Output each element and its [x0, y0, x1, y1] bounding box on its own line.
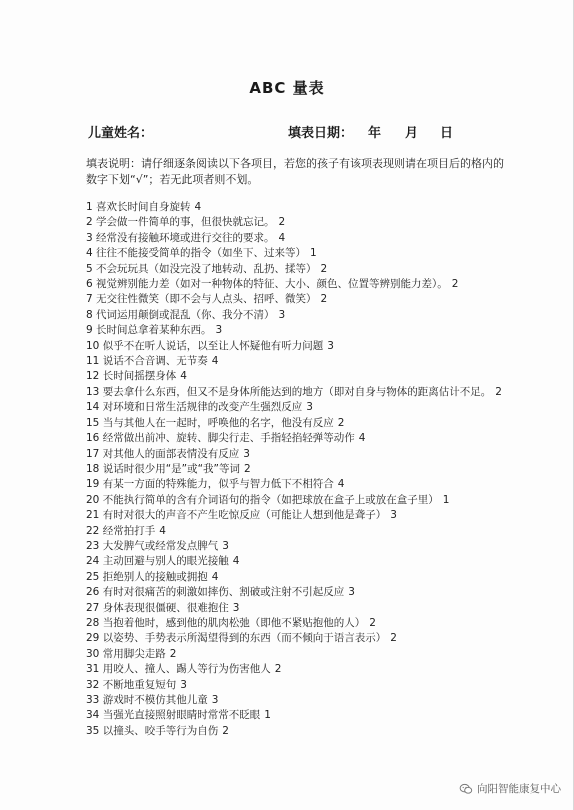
- list-item: [86, 231, 506, 246]
- item-text: 无交往性微笑（即不会与人点头、招呼、微笑）: [96, 293, 317, 306]
- item-text: 身体表现很僵硬、很难抱住: [102, 601, 229, 614]
- item-score[interactable]: 2: [278, 216, 286, 229]
- item-score[interactable]: 4: [278, 231, 286, 244]
- item-score[interactable]: 3: [306, 401, 313, 414]
- list-item: [86, 678, 506, 693]
- item-score[interactable]: 3: [348, 586, 355, 599]
- item-number: 9: [86, 324, 93, 337]
- item-text: 有时对很大的声音不产生吃惊反应（可能让人想到他是聋子）: [102, 509, 387, 522]
- item-number: 27: [86, 601, 100, 614]
- item-number: 34: [86, 709, 100, 722]
- item-number: 33: [86, 694, 100, 706]
- item-text: 要去拿什么东西，但又不是身体所能达到的地方（即对自身与物体的距离估计不足。: [102, 385, 492, 398]
- item-text: 说话不合音调、无节奏: [102, 355, 208, 368]
- item-score[interactable]: 4: [211, 355, 219, 368]
- date-fields: [368, 122, 468, 141]
- list-item: [86, 277, 506, 292]
- item-score[interactable]: 2: [274, 663, 282, 676]
- item-text: 常用脚尖走路: [102, 647, 166, 660]
- document-title: ABC 量表: [249, 79, 325, 97]
- item-score[interactable]: 3: [243, 447, 250, 460]
- item-score[interactable]: 3: [232, 601, 240, 614]
- item-text: 长时间摇摆身体: [102, 370, 177, 383]
- item-score[interactable]: 3: [327, 339, 334, 352]
- item-text: 拒绝别人的接触或拥抱: [102, 570, 208, 583]
- list-item: [86, 400, 506, 415]
- list-item: [86, 462, 506, 477]
- list-item: [86, 631, 506, 646]
- list-item: [86, 493, 506, 508]
- item-number: 22: [86, 524, 100, 537]
- item-number: 29: [86, 632, 100, 645]
- item-score[interactable]: 3: [278, 308, 286, 321]
- item-number: 6: [86, 278, 93, 291]
- item-score[interactable]: 2: [337, 416, 345, 429]
- list-item: [86, 647, 506, 662]
- list-item: [86, 447, 506, 462]
- item-score[interactable]: 2: [320, 293, 328, 306]
- item-number: 4: [86, 247, 93, 260]
- item-number: 10: [86, 339, 100, 352]
- item-text: 大发脾气或经常发点脾气: [102, 539, 219, 552]
- item-text: 有时对很痛苦的刺激如摔伤、割破或注射不引起反应: [102, 586, 345, 599]
- item-text: 代词运用颠倒或混乱（你、我分不清）: [96, 308, 275, 321]
- list-item: [86, 585, 506, 600]
- item-number: 14: [86, 401, 100, 414]
- item-text: 主动回避与别人的眼光接触: [102, 555, 229, 568]
- item-score[interactable]: 4: [159, 524, 166, 537]
- year-label: 年: [368, 126, 382, 141]
- item-text: 不会玩玩具（如没完没了地转动、乱扔、揉等）: [96, 262, 317, 275]
- item-number: 2: [86, 216, 93, 229]
- list-item: [86, 200, 506, 215]
- item-score[interactable]: 1: [442, 493, 450, 506]
- item-number: 15: [86, 416, 100, 429]
- item-number: 21: [86, 509, 100, 522]
- item-score[interactable]: 4: [358, 432, 366, 445]
- list-item: [86, 524, 506, 539]
- list-item: [86, 323, 506, 338]
- item-number: 28: [86, 616, 100, 629]
- item-text: 喜欢长时间自身旋转: [96, 201, 191, 213]
- list-item: [86, 693, 506, 708]
- list-item: [86, 539, 506, 554]
- item-text: 说话时很少用“是”或“我”等词: [102, 462, 240, 475]
- item-number: 30: [86, 647, 100, 660]
- item-number: 31: [86, 663, 100, 676]
- list-item: [86, 215, 506, 230]
- watermark: [459, 781, 561, 796]
- item-score[interactable]: 2: [451, 278, 459, 291]
- item-number: 17: [86, 447, 100, 460]
- item-text: 对其他人的面部表情没有反应: [102, 447, 240, 460]
- item-text: 用咬人、撞人、踢人等行为伤害他人: [102, 663, 271, 676]
- questionnaire-items: [86, 200, 506, 739]
- item-score[interactable]: 4: [211, 570, 219, 583]
- list-item: [86, 616, 506, 631]
- item-text: 经常做出前冲、旋转、脚尖行走、手指轻掐轻弹等动作: [102, 432, 355, 445]
- item-text: 不能执行简单的含有介词语句的指令（如把球放在盒子上或放在盒子里）: [102, 493, 439, 506]
- item-score[interactable]: 3: [390, 509, 397, 522]
- list-item: [86, 601, 506, 616]
- item-number: 16: [86, 432, 100, 445]
- list-item: [86, 662, 506, 677]
- item-text: 学会做一件简单的事，但很快就忘记。: [96, 216, 275, 229]
- month-label: 月: [405, 126, 419, 141]
- item-text: 不断地重复短句: [102, 678, 177, 691]
- item-score[interactable]: 2: [222, 724, 229, 737]
- list-item: [86, 246, 506, 261]
- list-item: [86, 385, 506, 400]
- list-item: [86, 508, 506, 523]
- item-number: 18: [86, 462, 100, 475]
- item-score[interactable]: 1: [310, 247, 317, 260]
- item-number: 12: [86, 370, 100, 383]
- watermark-text: 向阳智能康复中心: [477, 783, 561, 795]
- item-text: 长时间总拿着某种东西。: [96, 324, 212, 337]
- list-item: [86, 477, 506, 492]
- item-text: 当抱着他时，感到他的肌肉松弛（即他不紧贴抱他的人）: [102, 616, 366, 629]
- list-item: [86, 292, 506, 307]
- list-item: [86, 416, 506, 431]
- item-number: 19: [86, 478, 100, 491]
- item-number: 24: [86, 555, 100, 568]
- item-text: 对环境和日常生活规律的改变产生强烈反应: [102, 401, 303, 414]
- item-score[interactable]: 4: [194, 201, 202, 213]
- item-score[interactable]: 3: [222, 539, 229, 552]
- item-text: 似乎不在听人说话，以至让人怀疑他有听力问题: [102, 339, 324, 352]
- child-name-label: 儿童姓名：: [88, 126, 154, 141]
- item-number: 26: [86, 586, 100, 599]
- item-number: 8: [86, 308, 93, 321]
- item-text: 游戏时不模仿其他儿童: [102, 694, 208, 706]
- item-score[interactable]: 4: [180, 370, 187, 383]
- item-number: 25: [86, 570, 100, 583]
- item-text: 经常没有接触环境或进行交往的要求。: [96, 231, 275, 244]
- item-number: 3: [86, 231, 93, 244]
- date-label: 填表日期：: [288, 126, 354, 141]
- list-item: [86, 308, 506, 323]
- item-text: 经常拍打手: [102, 524, 156, 537]
- item-text: 以撞头、咬手等行为自伤: [102, 724, 219, 737]
- item-score[interactable]: 1: [264, 709, 271, 722]
- list-item: [86, 339, 506, 354]
- item-score[interactable]: 2: [320, 262, 328, 275]
- item-score[interactable]: 3: [180, 678, 187, 691]
- list-item: [86, 354, 506, 369]
- item-number: 20: [86, 493, 100, 506]
- wechat-icon: [459, 782, 473, 796]
- item-score[interactable]: 3: [211, 694, 219, 706]
- list-item: [86, 262, 506, 277]
- item-score[interactable]: 2: [369, 616, 376, 629]
- item-number: 5: [86, 262, 93, 275]
- item-text: 当强光直接照射眼睛时常常不眨眼: [102, 709, 261, 722]
- item-score[interactable]: 3: [215, 324, 223, 337]
- item-text: 有某一方面的特殊能力，似乎与智力低下不相符合: [102, 478, 334, 491]
- list-item: [86, 369, 506, 384]
- list-item: [86, 431, 506, 446]
- item-score[interactable]: 2: [495, 385, 502, 398]
- item-score[interactable]: 4: [232, 555, 240, 568]
- item-number: 35: [86, 724, 100, 737]
- item-score[interactable]: 2: [390, 632, 397, 645]
- list-item: [86, 708, 506, 723]
- day-label: 日: [440, 126, 454, 141]
- item-score[interactable]: 4: [337, 478, 345, 491]
- item-text: 以姿势、手势表示所渴望得到的东西（而不倾向于语言表示）: [102, 632, 387, 645]
- item-number: 11: [86, 355, 100, 368]
- item-number: 23: [86, 539, 100, 552]
- item-number: 13: [86, 385, 100, 398]
- item-score[interactable]: 2: [243, 462, 251, 475]
- item-score[interactable]: 2: [169, 647, 177, 660]
- instructions-text: 填表说明：请仔细逐条阅读以下各项目，若您的孩子有该项表现则请在项目后的格内的数字下划“√”；若无此项者则不划。: [86, 157, 504, 186]
- item-text: 当与其他人在一起时，呼唤他的名字，他没有反应: [102, 416, 334, 429]
- item-text: 视觉辨别能力差（如对一种物体的特征、大小、颜色、位置等辨别能力差）。: [96, 278, 448, 291]
- list-item: [86, 724, 506, 739]
- item-text: 往往不能接受简单的指令（如坐下、过来等）: [96, 247, 307, 260]
- item-number: 7: [86, 293, 93, 306]
- list-item: [86, 570, 506, 585]
- item-number: 32: [86, 678, 100, 691]
- list-item: [86, 554, 506, 569]
- item-number: 1: [86, 201, 93, 213]
